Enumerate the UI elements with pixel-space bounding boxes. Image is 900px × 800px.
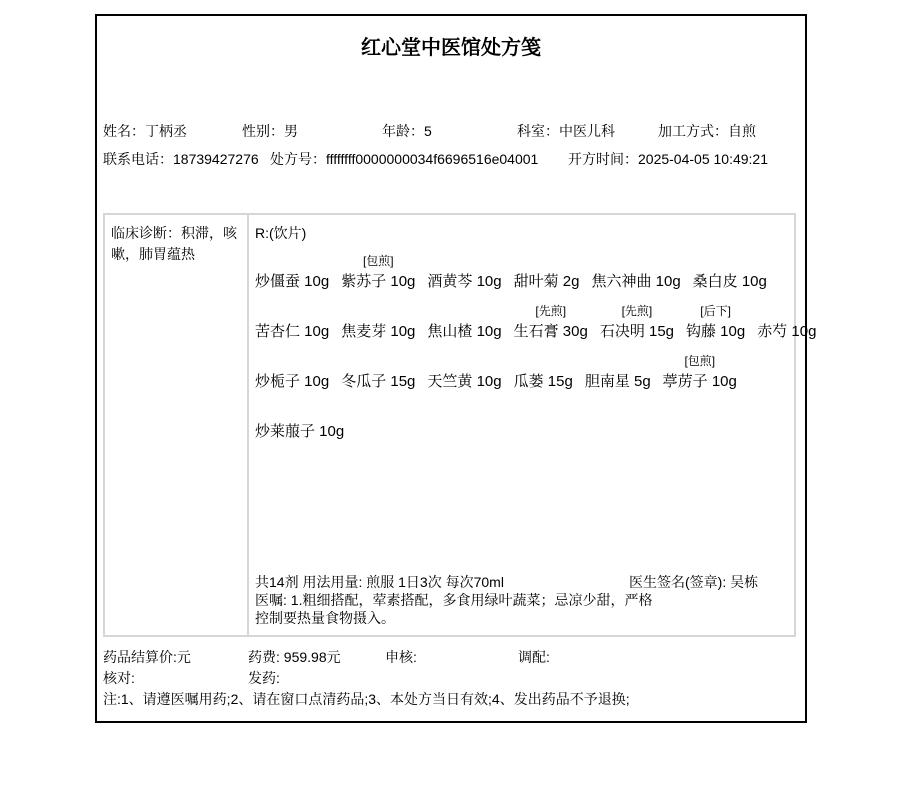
medication-item	[341, 253, 415, 293]
medication-name-dose: 胆南星 5g	[584, 373, 651, 390]
decoction-method-tag	[591, 253, 680, 271]
medication-item	[427, 303, 501, 343]
rx-header: R:(饮片)	[255, 225, 307, 241]
medication-item	[591, 253, 680, 293]
settlement-price: 药品结算价:元	[103, 649, 191, 665]
medication-item	[255, 403, 344, 443]
decoction-method-tag: [先煎]	[535, 304, 567, 318]
medication-name-dose: 炒僵蚕 10g	[255, 273, 330, 290]
medication-item	[600, 303, 674, 343]
medication-item	[427, 353, 501, 393]
review-field: 申核:	[385, 649, 417, 665]
decoction-method-tag	[514, 353, 573, 371]
medication-item	[514, 253, 580, 293]
decoction-method-tag: [后下]	[700, 304, 731, 318]
patient-gender: 性别：男	[242, 123, 298, 139]
medication-name-dose: 甜叶菊 2g	[513, 273, 580, 290]
contact-phone: 联系电话：18739427276	[103, 151, 259, 167]
medication-name-dose: 天竺黄 10g	[427, 373, 502, 390]
usage-line	[255, 573, 828, 591]
medication-name-dose: 炒莱菔子 10g	[255, 423, 345, 440]
prescription-body-box	[103, 213, 817, 637]
decoction-method-tag	[341, 303, 415, 321]
medication-item	[514, 303, 588, 343]
medication-name-dose: 瓜蒌 15g	[513, 373, 573, 390]
prescription-sheet	[95, 14, 817, 723]
medication-item	[341, 303, 415, 343]
medication-name-dose: 焦山楂 10g	[427, 323, 502, 340]
processing-method: 加工方式：自煎	[658, 123, 756, 139]
medication-name-dose: 炒栀子 10g	[255, 373, 330, 390]
medication-rows	[255, 243, 828, 443]
decoction-method-tag	[585, 353, 651, 371]
decoction-method-tag	[514, 253, 580, 271]
decoction-method-tag	[255, 253, 329, 271]
decoction-method-tag	[757, 303, 816, 321]
medication-item	[341, 353, 415, 393]
decoction-method-tag	[693, 253, 767, 271]
check-field: 核对:	[103, 670, 135, 686]
medication-item	[686, 303, 745, 343]
page-title: 红心堂中医馆处方笺	[361, 37, 541, 59]
footer-row-2	[97, 668, 805, 689]
prescription-number: 处方号：ffffffff0000000034f6696516e04001	[270, 151, 539, 167]
decoction-method-tag: [先煎]	[621, 304, 653, 318]
decoction-method-tag	[427, 303, 501, 321]
decoction-method-tag: [包煎]	[362, 254, 394, 268]
medication-name-dose: 桑白皮 10g	[692, 273, 767, 290]
medication-item	[255, 253, 329, 293]
dispense-field: 发药:	[248, 670, 280, 686]
medication-row	[255, 303, 828, 343]
medication-name-dose: 苦杏仁 10g	[255, 323, 330, 340]
medication-item	[255, 353, 329, 393]
decoction-method-tag	[341, 353, 415, 371]
medication-item	[663, 353, 737, 393]
medication-name-dose: 焦六神曲 10g	[591, 273, 681, 290]
department: 科室：中医儿科	[517, 123, 615, 139]
footer-note: 注:1、请遵医嘱用药;2、请在窗口点清药品;3、本处方当日有效;4、发出药品不予退换;	[103, 691, 630, 707]
decoction-method-tag: [包煎]	[684, 354, 716, 368]
doctor-signature: 医生签名(签章): 吴栋	[629, 574, 759, 590]
medication-name-dose: 冬瓜子 15g	[341, 373, 416, 390]
prepare-field: 调配:	[518, 649, 550, 665]
medication-name-dose: 钩藤 10g	[686, 323, 746, 340]
medication-item	[514, 353, 573, 393]
medication-name-dose: 生石膏 30g	[513, 323, 588, 340]
medication-name-dose: 石决明 15g	[599, 323, 675, 340]
medication-row	[255, 253, 828, 293]
patient-age: 年龄：5	[382, 123, 432, 139]
patient-name: 姓名：丁柄丞	[103, 123, 187, 139]
patient-info-row-2	[97, 149, 805, 169]
usage-block	[255, 573, 828, 627]
medication-item	[255, 303, 329, 343]
footer-row-1	[97, 647, 805, 668]
medication-row	[255, 353, 828, 393]
clinical-diagnosis: 临床诊断：积滞，咳嗽，肺胃蕴热	[105, 215, 249, 635]
decoction-method-tag	[255, 303, 329, 321]
medication-item	[585, 353, 651, 393]
medication-name-dose: 紫苏子 10g	[341, 273, 416, 290]
medicine-fee: 药费: 959.98元	[248, 649, 341, 665]
medical-advice-line-1: 医嘱: 1.粗细搭配，荤素搭配，多食用绿叶蔬菜；忌凉少甜，严格	[255, 592, 653, 608]
dosage-usage: 共14剂 用法用量: 煎服 1日3次 每次70ml	[255, 574, 504, 590]
patient-info-row-1	[97, 121, 805, 141]
issue-time: 开方时间：2025-04-05 10:49:21	[568, 151, 768, 167]
medication-name-dose: 赤芍 10g	[757, 323, 817, 340]
rx-content-cell	[249, 215, 834, 635]
medication-item	[757, 303, 816, 343]
medication-row	[255, 403, 828, 443]
decoction-method-tag	[427, 353, 501, 371]
decoction-method-tag	[255, 353, 329, 371]
medication-item	[427, 253, 501, 293]
medication-name-dose: 葶苈子 10g	[662, 373, 737, 390]
medication-name-dose: 焦麦芽 10g	[341, 323, 416, 340]
medical-advice-line-2: 控制要热量食物摄入。	[255, 610, 395, 626]
medication-name-dose: 酒黄芩 10g	[427, 273, 502, 290]
decoction-method-tag	[255, 403, 344, 421]
decoction-method-tag	[427, 253, 501, 271]
medication-item	[693, 253, 767, 293]
